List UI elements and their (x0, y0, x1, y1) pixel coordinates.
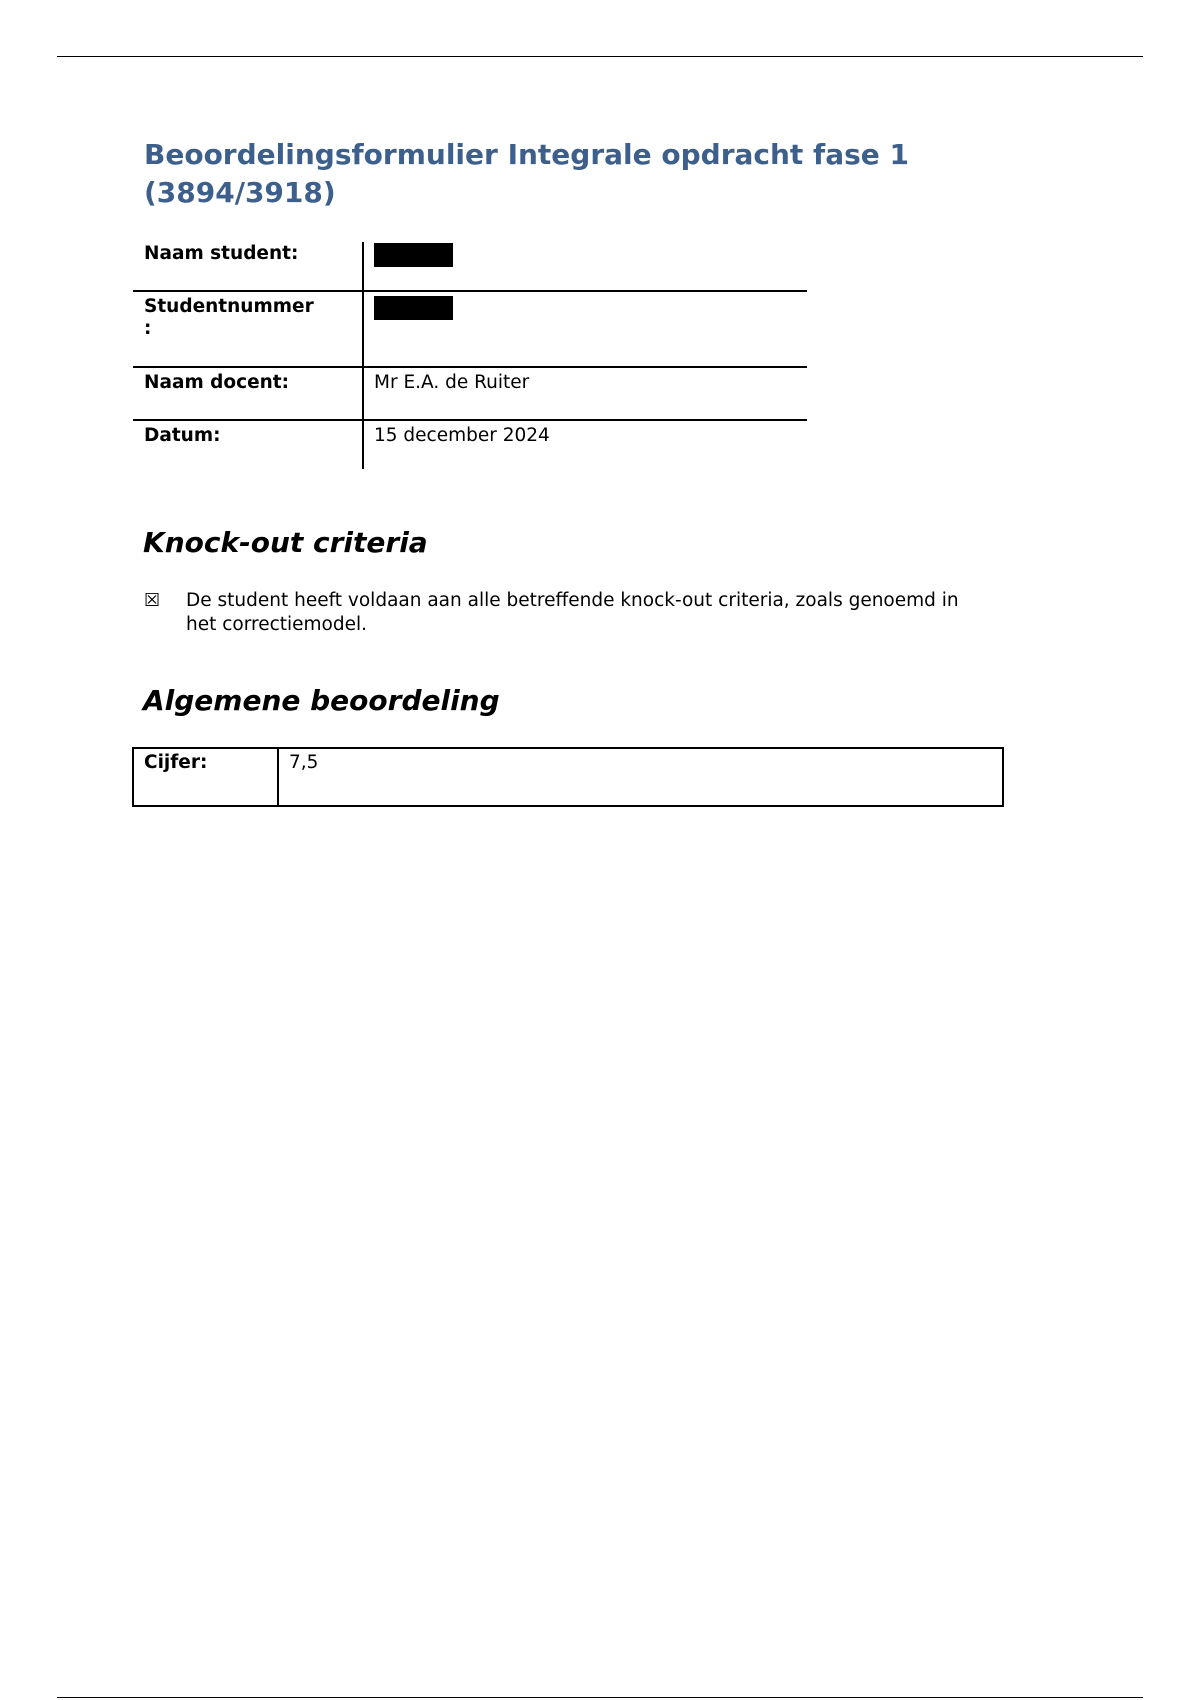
knockout-statement: De student heeft voldaan aan alle betreffende knock-out criteria, zoals genoemd in het correctiemodel. (186, 590, 959, 635)
grade-label: Cijfer: (133, 748, 278, 806)
checked-checkbox-icon[interactable]: ☒ (144, 590, 161, 611)
page-title (144, 136, 1044, 212)
student-info-table (133, 242, 807, 469)
student-number-value (363, 291, 807, 367)
student-number-label: Studentnummer : (133, 291, 363, 367)
teacher-name-value: Mr E.A. de Ruiter (363, 367, 807, 420)
date-label: Datum: (133, 420, 363, 469)
header-rule (57, 56, 1143, 57)
info-row-student-name (133, 242, 807, 291)
grade-table (132, 747, 1004, 807)
footer-rule (57, 1697, 1143, 1698)
grade-row (133, 748, 1003, 806)
info-row-teacher-name (133, 367, 807, 420)
page-title-line-2: (3894/3918) (144, 176, 336, 209)
teacher-name-label: Naam docent: (133, 367, 363, 420)
date-value: 15 december 2024 (374, 425, 550, 446)
knockout-heading: Knock-out criteria (143, 526, 428, 559)
info-row-student-number (133, 291, 807, 367)
grade-value: 7,5 (278, 748, 1003, 806)
info-row-date (133, 420, 807, 469)
student-name-value (363, 242, 807, 291)
redaction-bar (374, 296, 453, 320)
redaction-bar (374, 243, 453, 267)
student-name-label: Naam student: (133, 242, 363, 291)
assessment-heading: Algemene beoordeling (143, 684, 500, 717)
page-title-line-1: Beoordelingsformulier Integrale opdracht fase 1 (144, 138, 910, 171)
